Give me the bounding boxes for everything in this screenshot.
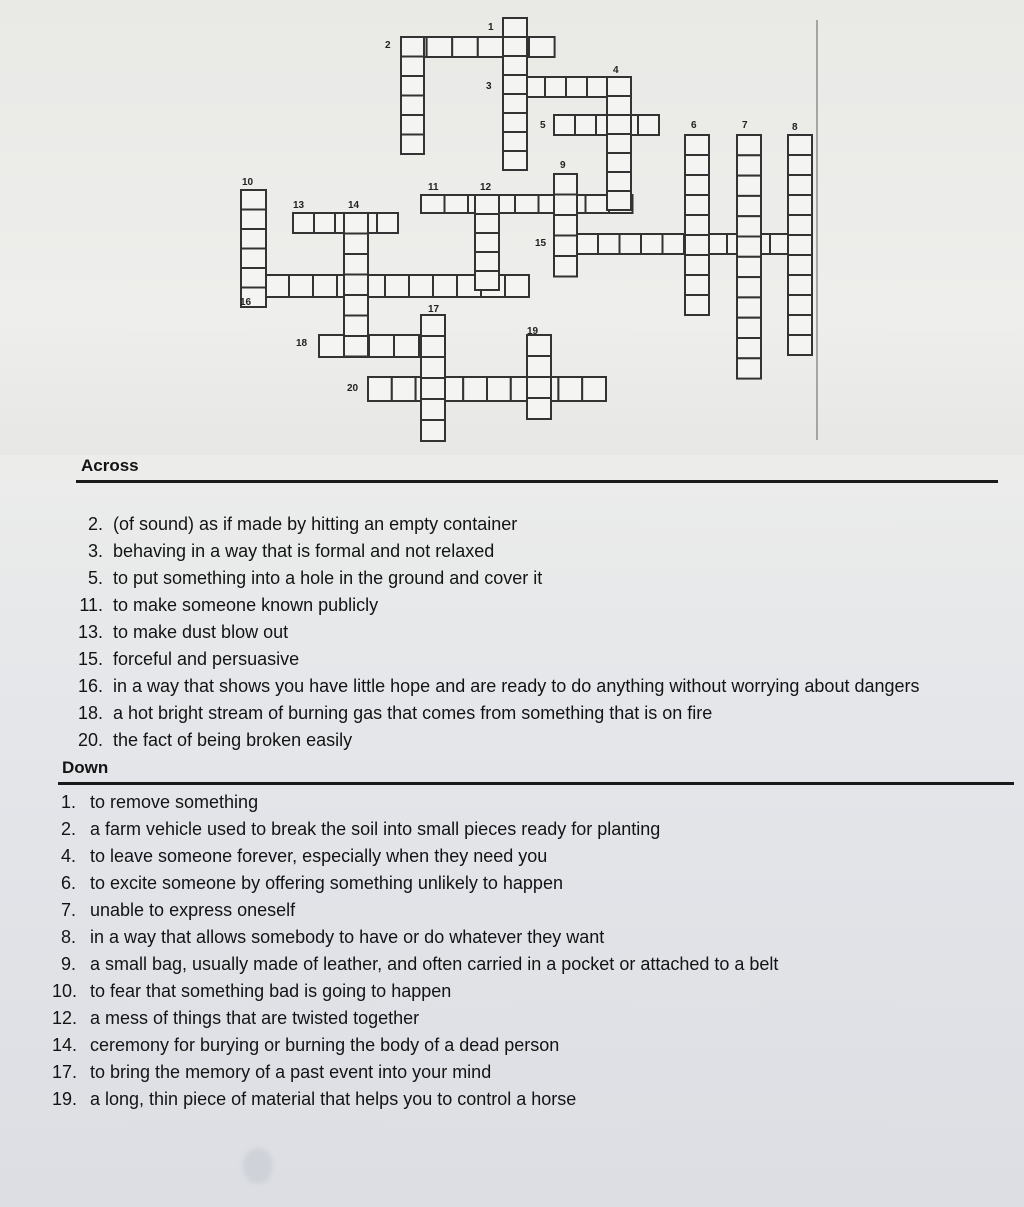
grid-clue-number: 11 [428,182,439,193]
grid-cell[interactable] [475,271,499,290]
grid-cell[interactable] [505,275,529,297]
clue-text: the fact of being broken easily [113,730,353,750]
clue-number: 5. [87,568,103,588]
crossword-grid [0,0,1024,455]
across-clue [65,673,920,700]
across-rule [76,480,998,483]
clue-number: 2. [60,819,76,839]
grid-cell[interactable] [241,210,266,230]
grid-cell[interactable] [554,215,577,236]
grid-cell[interactable] [503,94,527,113]
across-clue [65,700,920,727]
grid-clue-number: 19 [527,326,539,337]
grid-cell[interactable] [545,77,566,97]
grid-cell[interactable] [503,132,527,151]
across-heading: Across [81,456,139,475]
grid-cell[interactable] [241,190,266,210]
across-clue-list [65,511,920,754]
grid-cell[interactable] [433,275,457,297]
grid-clue-number: 6 [691,120,697,131]
clue-number: 15. [77,649,103,669]
across-clue [65,538,920,565]
across-clue [65,727,920,754]
grid-cell[interactable] [558,377,582,401]
down-clue [52,1059,778,1086]
clue-text: to fear that something bad is going to happen [90,981,452,1001]
grid-clue-number: 3 [486,81,492,92]
grid-cell[interactable] [788,255,812,275]
grid-cell[interactable] [503,37,527,56]
grid-cell[interactable] [737,135,761,155]
grid-cell[interactable] [421,336,445,357]
down-clue [52,924,778,951]
clue-text: to make someone known publicly [113,595,379,615]
grid-cell[interactable] [421,195,445,213]
grid-cell[interactable] [788,175,812,195]
grid-cell[interactable] [241,249,266,269]
grid-cell[interactable] [582,377,606,401]
grid-cell[interactable] [685,175,709,195]
clue-number: 1. [60,792,76,812]
clue-number: 18. [77,703,103,723]
clue-text: a farm vehicle used to break the soil into small pieces ready for planting [90,819,661,839]
grid-cell[interactable] [737,277,761,297]
across-clue [65,565,920,592]
clue-text: in a way that allows somebody to have or do whatever they want [90,927,605,947]
across-clue [65,592,920,619]
clue-number: 3. [87,541,103,561]
grid-cell[interactable] [475,252,499,271]
grid-cell[interactable] [788,135,812,155]
grid-cell[interactable] [737,318,761,338]
grid-cell[interactable] [586,195,610,213]
clue-text: forceful and persuasive [113,649,300,669]
grid-cell[interactable] [394,335,419,357]
grid-cell[interactable] [475,195,499,214]
grid-cell[interactable] [401,37,424,57]
grid-cell[interactable] [587,77,608,97]
grid-cell[interactable] [685,295,709,315]
grid-cell[interactable] [241,268,266,288]
grid-cell[interactable] [607,115,631,134]
grid-cell[interactable] [503,113,527,132]
down-clue [52,843,778,870]
down-clue-list [52,789,778,1113]
grid-clue-number: 2 [385,40,391,51]
grid-cell[interactable] [566,77,587,97]
grid-cell[interactable] [788,315,812,335]
clue-text: to leave someone forever, especially when they need you [90,846,548,866]
clue-text: unable to express oneself [90,900,296,920]
grid-cell[interactable] [554,174,577,195]
clue-text: a long, thin piece of material that helps you to control a horse [90,1089,577,1109]
clue-number: 6. [60,873,76,893]
grid-cell[interactable] [409,275,433,297]
grid-cell[interactable] [487,377,511,401]
grid-cell[interactable] [527,335,551,356]
grid-cell[interactable] [788,195,812,215]
grid-cell[interactable] [503,75,527,94]
grid-cell[interactable] [607,191,631,210]
grid-clue-number: 7 [742,120,748,131]
grid-cell[interactable] [554,115,575,135]
grid-cell[interactable] [478,37,504,57]
grid-clue-number: 10 [242,177,254,188]
grid-cell[interactable] [641,234,663,254]
grid-cell[interactable] [344,254,368,275]
grid-cell[interactable] [503,56,527,75]
grid-clue-number: 4 [613,65,619,76]
clue-text: in a way that shows you have little hope and are ready to do anything without worrying about dangers [113,676,920,696]
grid-cell[interactable] [427,37,453,57]
grid-cell[interactable] [638,115,659,135]
grid-cell[interactable] [401,57,424,77]
grid-clue-number: 18 [296,338,308,349]
clue-number: 9. [60,954,76,974]
grid-cell[interactable] [607,153,631,172]
grid-clue-number: 15 [535,238,547,249]
grid-cell[interactable] [503,151,527,170]
grid-cell[interactable] [607,172,631,191]
grid-cell[interactable] [289,275,313,297]
grid-cell[interactable] [503,18,527,37]
clue-number: 13. [77,622,103,642]
clue-number: 12. [52,1008,78,1028]
grid-cell[interactable] [527,356,551,377]
clue-text: a mess of things that are twisted together [90,1008,420,1028]
clue-text: a small bag, usually made of leather, and often carried in a pocket or attached to a belt [90,954,779,974]
grid-cell[interactable] [392,377,416,401]
clue-number: 2. [87,514,103,534]
clue-number: 10. [52,981,78,1001]
clue-text: to make dust blow out [113,622,289,642]
grid-cell[interactable] [737,297,761,317]
grid-cell[interactable] [554,195,577,216]
down-clue [52,897,778,924]
grid-cell[interactable] [293,213,314,233]
grid-cell[interactable] [369,335,394,357]
grid-cell[interactable] [685,135,709,155]
grid-cell[interactable] [344,234,368,255]
grid-cell[interactable] [475,233,499,252]
clue-text: to bring the memory of a past event into your mind [90,1062,492,1082]
grid-cell[interactable] [737,237,761,257]
clue-text: a hot bright stream of burning gas that comes from something that is on fire [113,703,713,723]
grid-cell[interactable] [344,275,368,296]
down-clue [52,951,778,978]
clue-number: 11. [79,595,103,615]
clue-number: 8. [60,927,76,947]
grid-cell[interactable] [344,316,368,337]
grid-cell[interactable] [421,315,445,336]
clue-text: behaving in a way that is formal and not relaxed [113,541,495,561]
grid-cell[interactable] [685,255,709,275]
clue-text: to remove something [90,792,259,812]
down-clue [52,870,778,897]
clue-number: 20. [77,730,103,750]
down-clue [52,1032,778,1059]
down-clue [52,978,778,1005]
clue-text: ceremony for burying or burning the body of a dead person [90,1035,560,1055]
grid-cell[interactable] [554,236,577,257]
grid-cell[interactable] [788,155,812,175]
grid-cell[interactable] [685,215,709,235]
grid-cell[interactable] [575,115,596,135]
grid-cell[interactable] [344,336,368,357]
across-clue [65,511,920,538]
grid-cell[interactable] [788,335,812,355]
clue-number: 14. [52,1035,78,1055]
grid-cell[interactable] [737,155,761,175]
down-clue [52,1086,778,1113]
grid-cell[interactable] [577,234,599,254]
grid-cell[interactable] [313,275,337,297]
clue-text: to put something into a hole in the ground and cover it [113,568,543,588]
grid-cell[interactable] [314,213,335,233]
grid-cell[interactable] [788,235,812,255]
grid-cell[interactable] [401,96,424,116]
grid-cell[interactable] [685,275,709,295]
grid-cell[interactable] [554,256,577,277]
grid-cell[interactable] [788,295,812,315]
clue-number: 17. [52,1062,78,1082]
grid-clue-number: 17 [428,304,440,315]
grid-cell[interactable] [737,338,761,358]
grid-cell[interactable] [788,215,812,235]
grid-cell[interactable] [607,77,631,96]
grid-cell[interactable] [401,135,424,155]
grid-cell[interactable] [421,378,445,399]
grid-cell[interactable] [421,357,445,378]
grid-clue-number: 12 [480,182,492,193]
grid-cell[interactable] [475,214,499,233]
grid-cell[interactable] [685,195,709,215]
grid-cell[interactable] [737,176,761,196]
grid-cell[interactable] [265,275,289,297]
grid-cell[interactable] [737,257,761,277]
grid-cell[interactable] [529,37,555,57]
grid-cell[interactable] [385,275,409,297]
clue-number: 4. [60,846,76,866]
grid-cell[interactable] [421,420,445,441]
grid-clue-number: 16 [240,297,252,308]
grid-clue-number: 13 [293,200,305,211]
grid-clue-number: 8 [792,122,798,133]
grid-cell[interactable] [368,377,392,401]
across-clue [65,619,920,646]
crossword-sheet [0,0,1024,455]
grid-cell[interactable] [685,155,709,175]
grid-cell[interactable] [445,195,469,213]
clue-text: (of sound) as if made by hitting an empty container [113,514,518,534]
grid-cell[interactable] [401,76,424,96]
grid-cell[interactable] [685,235,709,255]
down-heading: Down [62,758,109,777]
grid-cell[interactable] [788,275,812,295]
grid-cell[interactable] [241,229,266,249]
grid-cell[interactable] [344,295,368,316]
across-clue [65,646,920,673]
grid-cell[interactable] [527,398,551,419]
grid-clue-number: 14 [348,200,360,211]
grid-cell[interactable] [401,115,424,135]
grid-clue-number: 1 [488,22,494,33]
grid-cell[interactable] [737,358,761,378]
grid-cell[interactable] [737,196,761,216]
clue-number: 16. [77,676,103,696]
grid-cell[interactable] [737,216,761,236]
grid-cell[interactable] [377,213,398,233]
clue-number: 7. [60,900,76,920]
grid-clue-number: 20 [347,383,359,394]
grid-cell[interactable] [620,234,642,254]
clue-number: 19. [52,1089,78,1109]
grid-cell[interactable] [421,399,445,420]
grid-cell[interactable] [663,234,685,254]
grid-cell[interactable] [527,377,551,398]
clue-text: to excite someone by offering something unlikely to happen [90,873,563,893]
grid-cell[interactable] [463,377,487,401]
grid-cell[interactable] [607,134,631,153]
down-clue [52,816,778,843]
grid-clue-number: 9 [560,160,566,171]
grid-cell[interactable] [344,213,368,234]
grid-cell[interactable] [319,335,344,357]
grid-cell[interactable] [452,37,478,57]
down-clue [52,789,778,816]
grid-clue-number: 5 [540,120,546,131]
down-rule [58,782,1014,785]
grid-cell[interactable] [598,234,620,254]
thumb-smudge [243,1148,273,1184]
grid-cell[interactable] [515,195,539,213]
down-clue [52,1005,778,1032]
grid-cell[interactable] [607,96,631,115]
